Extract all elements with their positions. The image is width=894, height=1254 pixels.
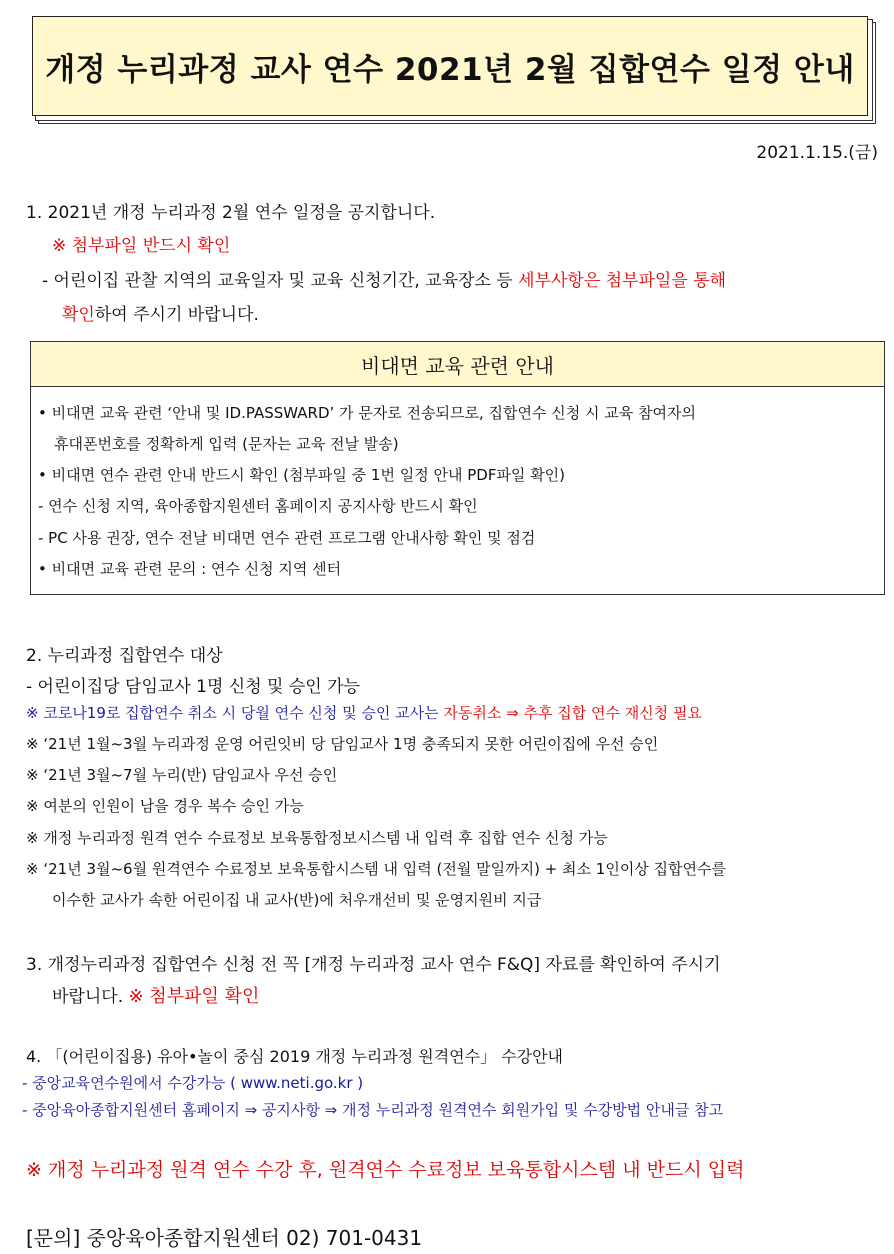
section1-line2-text: 하여 주시기 바랍니다.	[94, 305, 259, 325]
contact-info: [문의] 중앙육아종합지원센터 02) 701-0431	[26, 1226, 423, 1250]
final-notice: ※ 개정 누리과정 원격 연수 수강 후, 원격연수 수료정보 보육통합시스템 내 반드시 입력	[26, 1159, 745, 1181]
notice-box-header: 비대면 교육 관련 안내	[31, 342, 884, 387]
section3-line1: 3. 개정누리과정 집합연수 신청 전 꼭 [개정 누리과정 교사 연수 F&Q] 자료를 확인하여 주시기	[26, 955, 721, 975]
section1-heading: 1. 2021년 개정 누리과정 2월 연수 일정을 공지합니다.	[26, 203, 436, 223]
notice-item: • 비대면 연수 관련 안내 반드시 확인 (첨부파일 중 1번 일정 안내 PDF파일 확인)	[38, 466, 566, 484]
section2-heading: 2. 누리과정 집합연수 대상	[26, 646, 223, 666]
section1-attach-note: ※ 첨부파일 반드시 확인	[52, 236, 231, 256]
section1-line1-highlight: 세부사항은 첨부파일을 통해	[518, 271, 727, 291]
section1-line1	[42, 266, 726, 291]
page-title: 개정 누리과정 교사 연수 2021년 2월 집합연수 일정 안내	[45, 51, 855, 88]
section1-line2-highlight: 확인	[62, 305, 95, 325]
document-date: 2021.1.15.(금)	[756, 143, 878, 163]
section2-note: ※ 여분의 인원이 남을 경우 복수 승인 가능	[26, 797, 304, 815]
section3-attach-note: ※ 첨부파일 확인	[128, 986, 260, 1007]
notice-item: - PC 사용 권장, 연수 전날 비대면 연수 관련 프로그램 안내사항 확인 및 점검	[38, 529, 536, 547]
title-box	[32, 16, 868, 116]
section4-line1: - 중앙교육연수원에서 수강가능 ( www.neti.go.kr )	[22, 1074, 364, 1092]
section4-line2: - 중앙육아종합지원센터 홈페이지 ⇒ 공지사항 ⇒ 개정 누리과정 원격연수 회원가입 및 수강방법 안내글 참고	[22, 1101, 724, 1119]
section1-line1-text: - 어린이집 관찰 지역의 교육일자 및 교육 신청기간, 교육장소 등	[42, 271, 519, 291]
notice-item: • 비대면 교육 관련 문의 : 연수 신청 지역 센터	[38, 560, 342, 578]
section2-note: ※ 개정 누리과정 원격 연수 수료정보 보육통합정보시스템 내 입력 후 집합 연수 신청 가능	[26, 829, 608, 847]
notice-item: • 비대면 교육 관련 ‘안내 및 ID.PASSWARD’ 가 문자로 전송되므로, 집합연수 신청 시 교육 참여자의	[38, 404, 696, 422]
covid-note-text: ※ 코로나19로 집합연수 취소 시 당월 연수 신청 및 승인 교사는	[26, 704, 444, 722]
section2-note: ※ ‘21년 3월~7월 누리(반) 담임교사 우선 승인	[26, 766, 338, 784]
notice-item: - 연수 신청 지역, 육아종합지원센터 홈페이지 공지사항 반드시 확인	[38, 497, 478, 515]
section2-note: ※ ‘21년 1월~3월 누리과정 운영 어린잇비 당 담임교사 1명 충족되지 못한 어린이집에 우선 승인	[26, 735, 659, 753]
section2-note: ※ ‘21년 3월~6월 원격연수 수료정보 보육통합시스템 내 입력 (전월 말일까지) + 최소 1인이상 집합연수를	[26, 860, 727, 878]
section2-line1: - 어린이집당 담임교사 1명 신청 및 승인 가능	[26, 677, 360, 697]
section1-line2	[62, 300, 259, 325]
covid-note-highlight: 자동취소 ⇒ 추후 집합 연수 재신청 필요	[443, 704, 702, 722]
notice-item: 휴대폰번호를 정확하게 입력 (문자는 교육 전날 발송)	[54, 435, 399, 453]
section2-note: 이수한 교사가 속한 어린이집 내 교사(반)에 처우개선비 및 운영지원비 지급	[52, 891, 542, 909]
section3-line2-text: 바랍니다.	[52, 987, 129, 1007]
section4-heading: 4. 「(어린이집용) 유아•놀이 중심 2019 개정 누리과정 원격연수」 수강안내	[26, 1047, 563, 1066]
section2-covid-note	[26, 702, 702, 723]
section3-line2	[52, 982, 259, 1008]
